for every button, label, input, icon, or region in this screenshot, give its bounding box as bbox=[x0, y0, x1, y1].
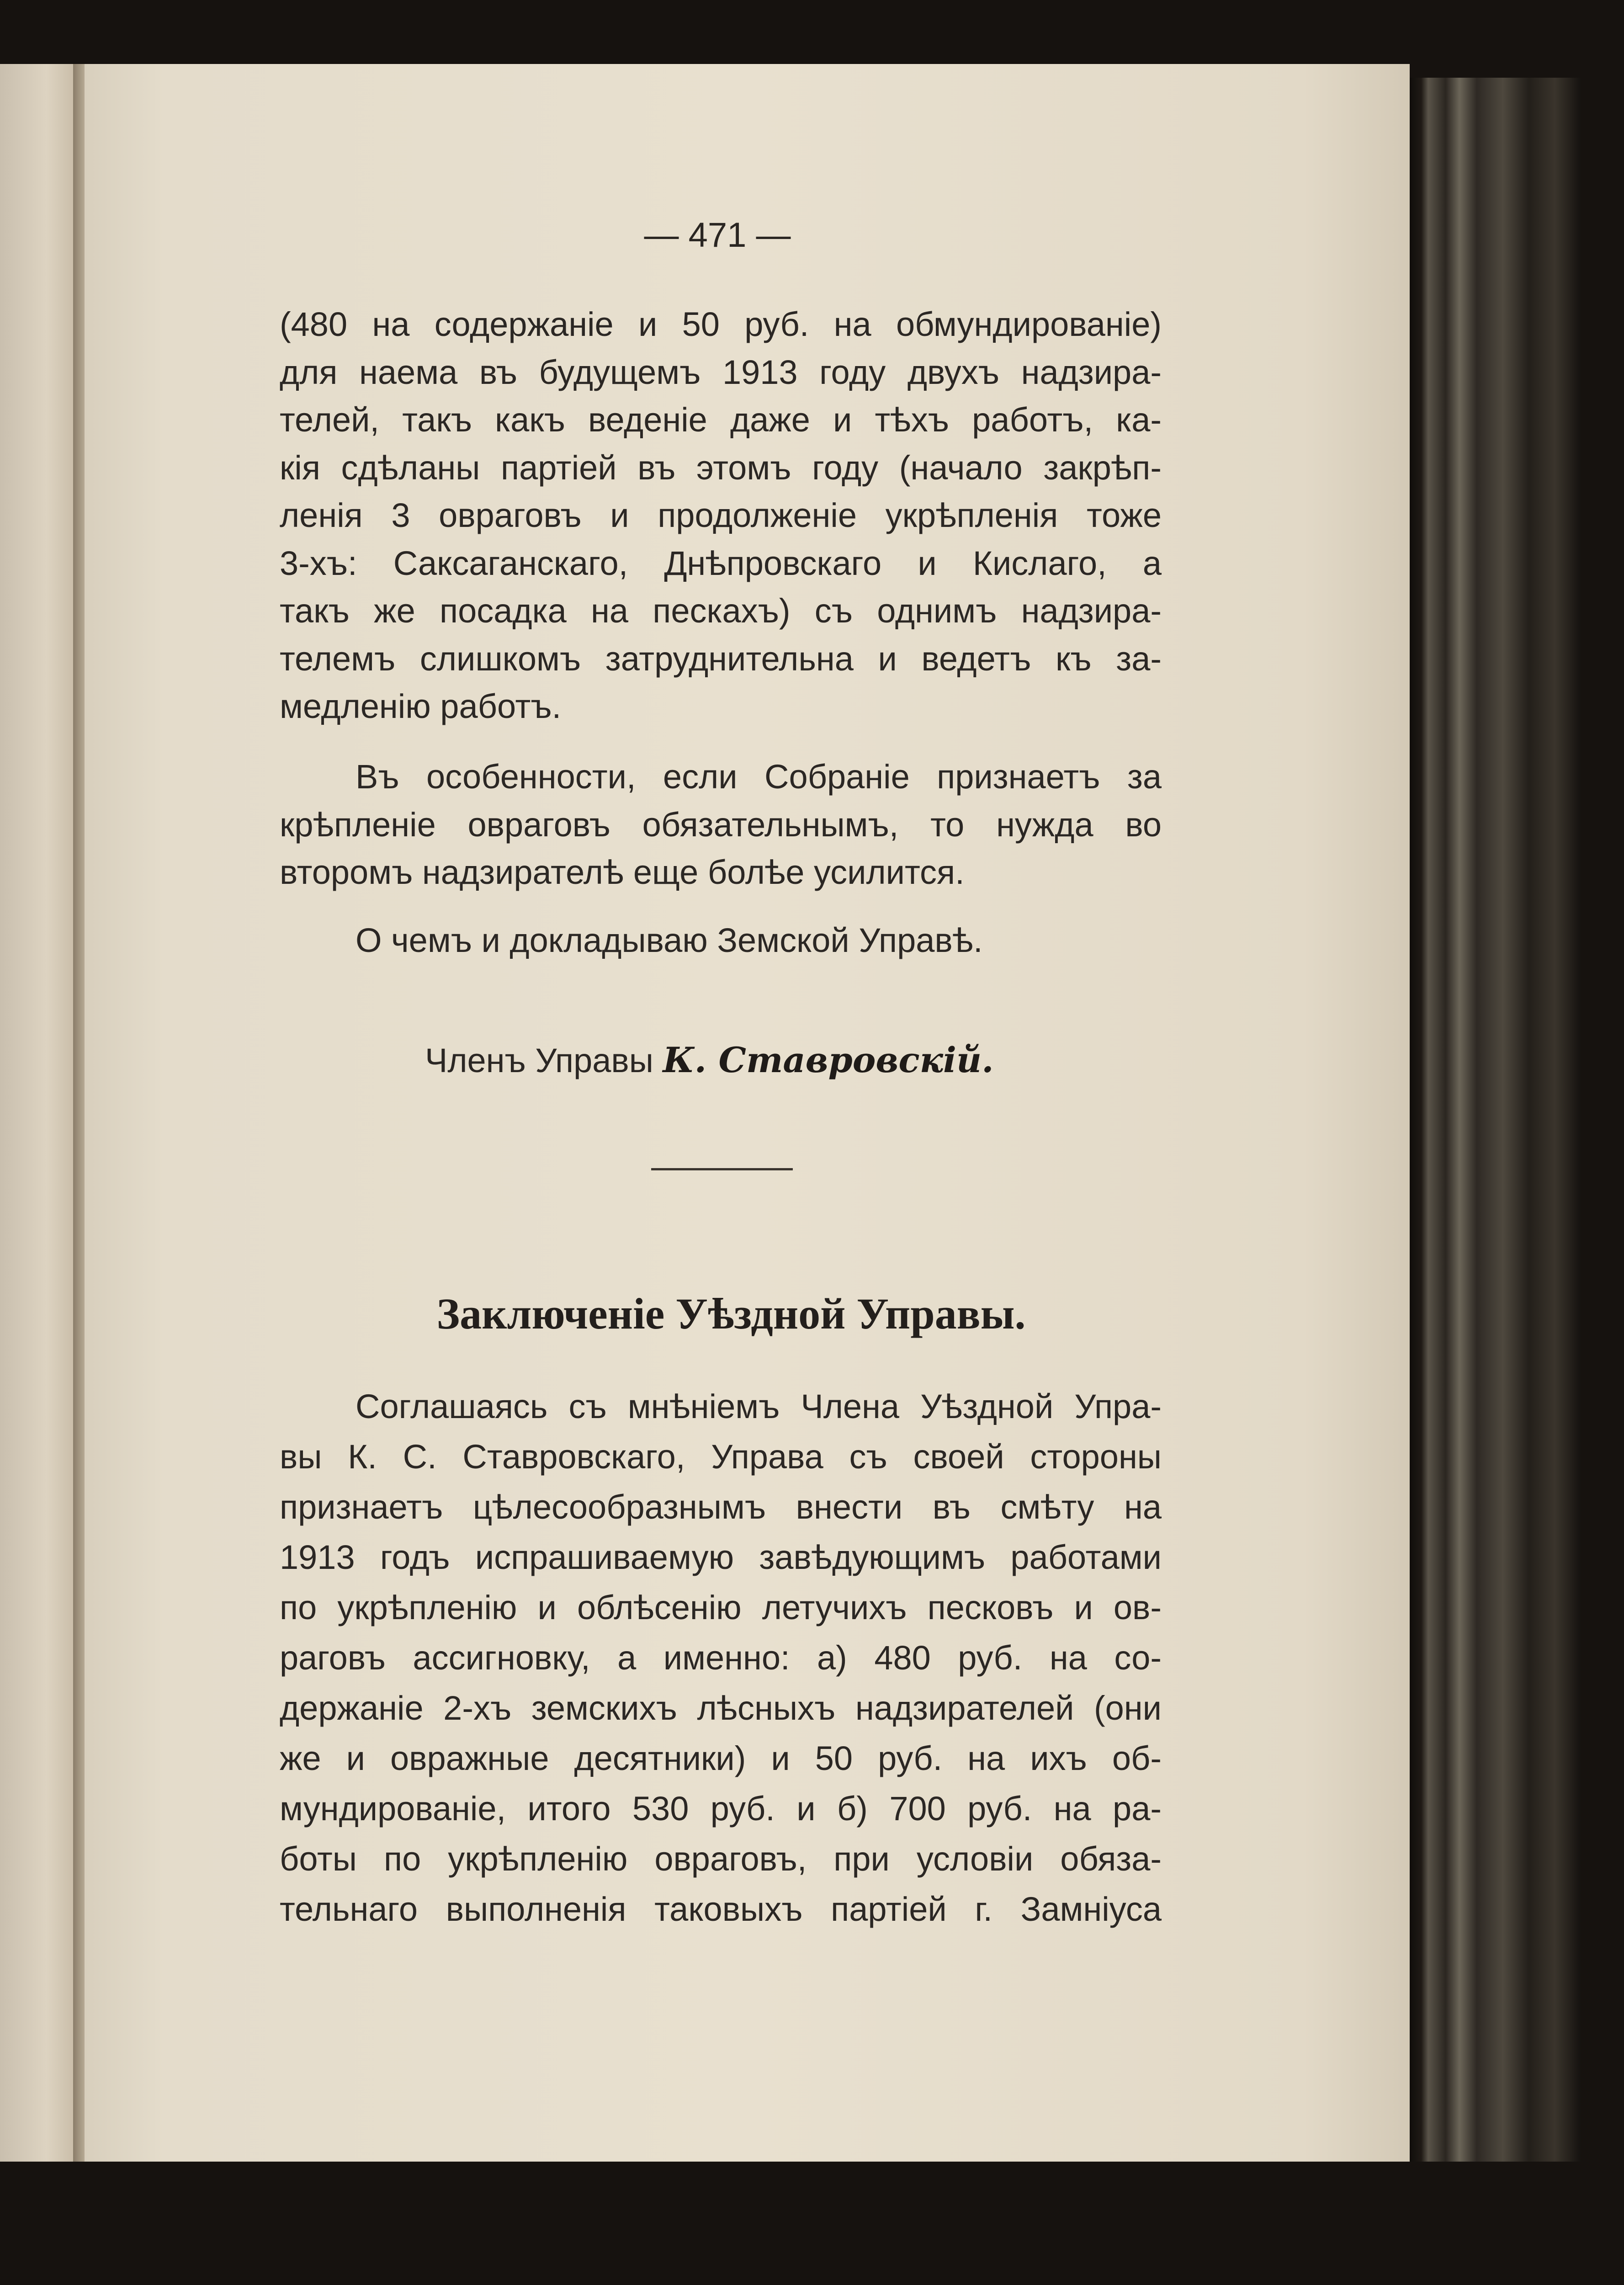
text-line: боты по укрѣпленію овраговъ, при условіи обяза- bbox=[280, 1840, 1162, 1878]
signature-line bbox=[425, 1035, 1065, 1085]
signature-name: К. Ставровскій. bbox=[663, 1040, 994, 1080]
book-page-edges bbox=[1407, 78, 1581, 2162]
closing-sentence: О чемъ и докладываю Земской Управѣ. bbox=[356, 921, 983, 959]
text-line: Соглашаясь съ мнѣніемъ Члена Уѣздной Упра- bbox=[356, 1387, 1162, 1425]
signature-role: Членъ Управы bbox=[425, 1042, 653, 1079]
text-line: телей, такъ какъ веденіе даже и тѣхъ работъ, ка- bbox=[280, 401, 1162, 439]
text-line: признаетъ цѣлесообразнымъ внести въ смѣту на bbox=[280, 1488, 1162, 1526]
page-number: — 471 — bbox=[644, 216, 791, 255]
text-line: же и овражные десятники) и 50 руб. на ихъ об- bbox=[280, 1739, 1162, 1777]
text-line: 3-хъ: Саксаганскаго, Днѣпровскаго и Кислаго, а bbox=[280, 544, 1162, 582]
text-line: держаніе 2-хъ земскихъ лѣсныхъ надзирателей (они bbox=[280, 1689, 1162, 1727]
text-line: тельнаго выполненія таковыхъ партіей г. Замніуса bbox=[280, 1890, 1162, 1928]
text-line: телемъ слишкомъ затруднительна и ведетъ къ за- bbox=[280, 640, 1162, 678]
text-line: кія сдѣланы партіей въ этомъ году (начало закрѣп- bbox=[280, 449, 1162, 487]
text-line: второмъ надзирателѣ еще болѣе усилится. bbox=[280, 853, 965, 891]
text-line: Въ особенности, если Собраніе признаетъ за bbox=[356, 758, 1162, 796]
previous-page-edge bbox=[0, 64, 78, 2162]
text-line: крѣпленіе овраговъ обязательнымъ, то нужда во bbox=[280, 806, 1162, 844]
text-line: мундированіе, итого 530 руб. и б) 700 руб. на ра- bbox=[280, 1790, 1162, 1828]
text-line: ленія 3 овраговъ и продолженіе укрѣпленія тоже bbox=[280, 496, 1162, 534]
text-line: раговъ ассигновку, а именно: а) 480 руб. на со- bbox=[280, 1639, 1162, 1677]
text-line: по укрѣпленію и облѣсенію летучихъ песковъ и ов- bbox=[280, 1589, 1162, 1626]
text-line: для наема въ будущемъ 1913 году двухъ надзира- bbox=[280, 353, 1162, 391]
text-line: такъ же посадка на пескахъ) съ однимъ надзира- bbox=[280, 592, 1162, 630]
text-line: 1913 годъ испрашиваемую завѣдующимъ работами bbox=[280, 1538, 1162, 1576]
section-divider bbox=[651, 1168, 793, 1170]
section-heading: Заключеніе Уѣздной Управы. bbox=[436, 1289, 1026, 1338]
text-line: вы К. С. Ставровскаго, Управа съ своей стороны bbox=[280, 1438, 1162, 1476]
text-line: (480 на содержаніе и 50 руб. на обмундированіе) bbox=[280, 305, 1162, 343]
text-line: медленію работъ. bbox=[280, 687, 562, 725]
